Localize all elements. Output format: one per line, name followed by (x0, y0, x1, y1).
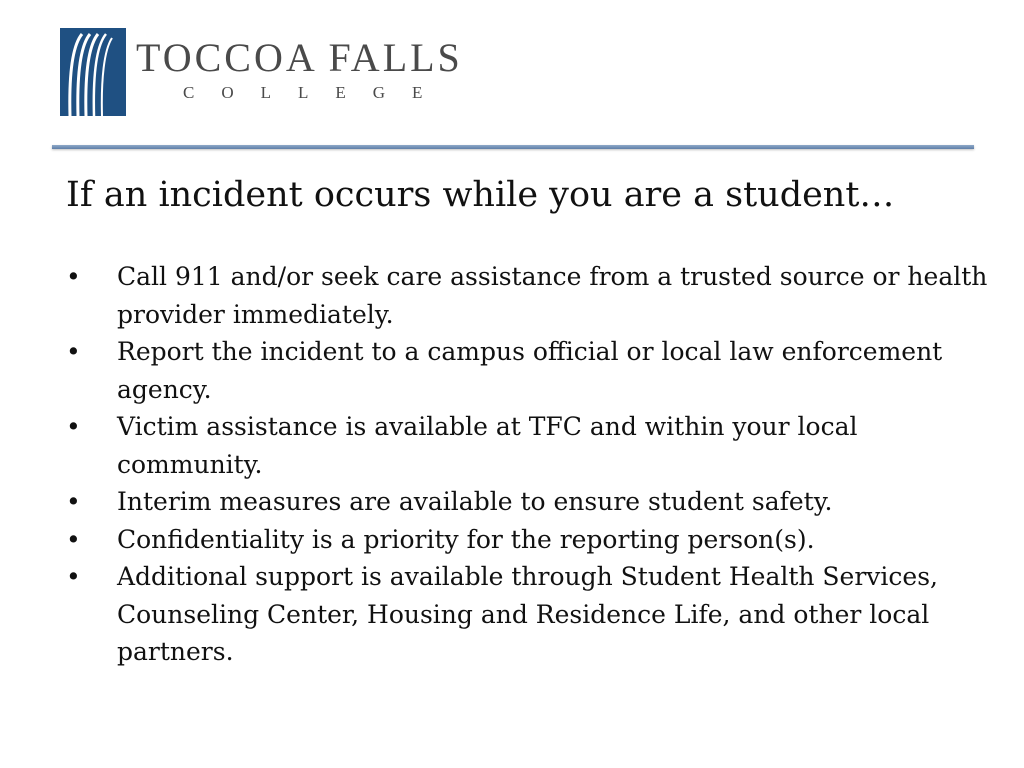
list-item (66, 483, 996, 521)
bullet-icon: • (66, 337, 81, 366)
logo-subtitle: COLLEGE (183, 83, 450, 102)
college-logo (60, 28, 480, 118)
waterfall-logo-icon (60, 28, 126, 116)
bullet-icon: • (66, 487, 81, 516)
list-item (66, 521, 996, 559)
bullet-text: Confidentiality is a priority for the reporting person(s). (117, 524, 815, 554)
list-item (66, 558, 996, 671)
bullet-text: Victim assistance is available at TFC and within your local community. (117, 412, 858, 479)
bullet-text: Interim measures are available to ensure student safety. (117, 487, 833, 516)
list-item (66, 333, 996, 408)
bullet-text: Report the incident to a campus official or local law enforcement agency. (117, 337, 943, 404)
bullet-icon: • (66, 524, 81, 554)
bullet-text: Additional support is available through Student Health Services, Counseling Center, Housing and Residence Life, and other local partners. (117, 562, 938, 666)
logo-name: TOCCOA FALLS (136, 35, 463, 80)
bullet-list (66, 258, 996, 671)
bullet-icon: • (66, 562, 81, 591)
list-item (66, 258, 996, 333)
bullet-text: Call 911 and/or seek care assistance from a trusted source or health provider immediately. (117, 262, 988, 329)
list-item (66, 408, 996, 483)
bullet-icon: • (66, 412, 81, 441)
bullet-icon: • (66, 262, 81, 291)
header-divider (52, 145, 974, 149)
slide-title: If an incident occurs while you are a student… (66, 175, 895, 215)
